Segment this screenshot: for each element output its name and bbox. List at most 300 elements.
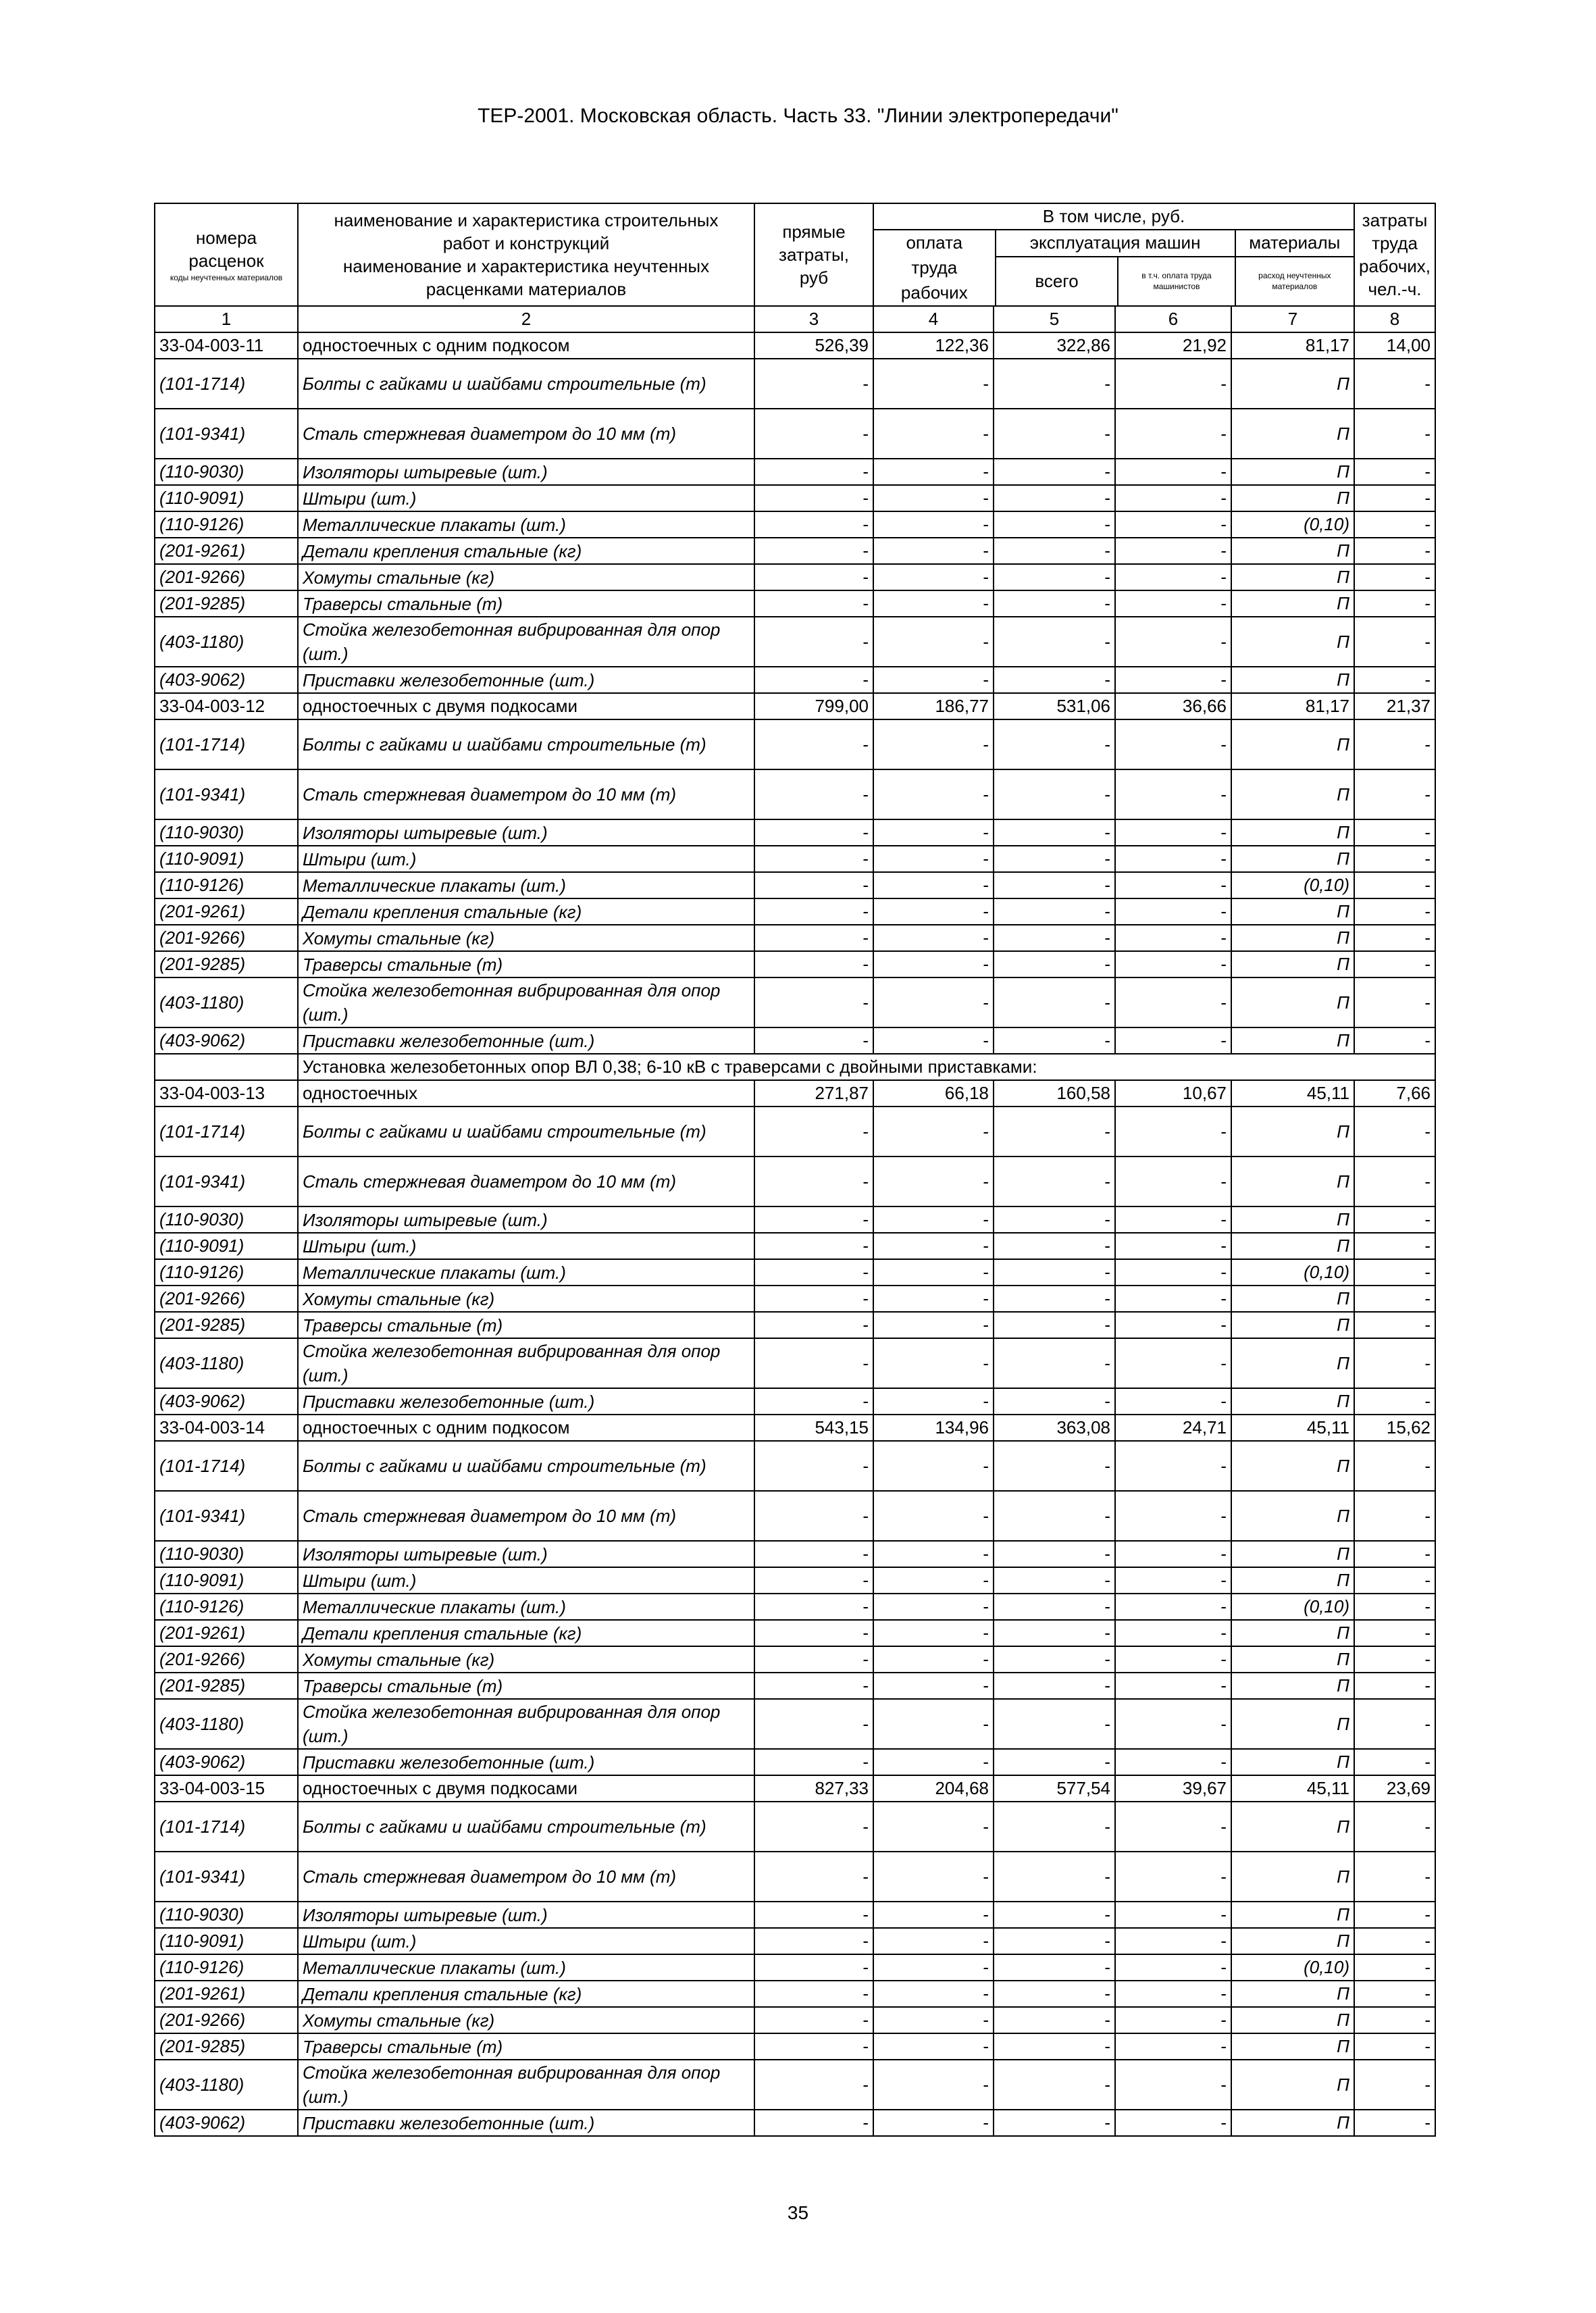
machines-total: - bbox=[994, 485, 1115, 511]
material-code: (201-9266) bbox=[155, 564, 298, 590]
material-row bbox=[155, 819, 1435, 846]
machines-total: - bbox=[994, 667, 1115, 693]
material-name: Изоляторы штыревые (шт.) bbox=[298, 459, 754, 485]
labor-hours: - bbox=[1354, 951, 1435, 977]
direct-costs: - bbox=[754, 538, 873, 564]
machinist-wages: 24,71 bbox=[1115, 1415, 1231, 1441]
material-row bbox=[155, 2060, 1435, 2110]
machinist-wages: - bbox=[1115, 1233, 1231, 1259]
labor-wages: - bbox=[873, 1673, 994, 1699]
machines-total: - bbox=[994, 1286, 1115, 1312]
direct-costs: - bbox=[754, 719, 873, 769]
labor-hours: - bbox=[1354, 1441, 1435, 1491]
material-row bbox=[155, 1852, 1435, 1902]
machines-total: - bbox=[994, 1620, 1115, 1646]
direct-costs: - bbox=[754, 769, 873, 819]
machinist-wages: - bbox=[1115, 846, 1231, 872]
direct-costs: - bbox=[754, 1027, 873, 1054]
machinist-wages: - bbox=[1115, 511, 1231, 538]
material-consumption: П bbox=[1231, 2060, 1354, 2110]
material-consumption: П bbox=[1231, 1620, 1354, 1646]
material-consumption: П bbox=[1231, 846, 1354, 872]
header-including bbox=[873, 203, 1354, 306]
direct-costs: - bbox=[754, 1156, 873, 1206]
material-name: Болты с гайками и шайбами строительные (т) bbox=[298, 719, 754, 769]
direct-costs: - bbox=[754, 819, 873, 846]
labor-hours: - bbox=[1354, 2110, 1435, 2136]
header-materials: материалы bbox=[1235, 230, 1354, 257]
labor-hours: - bbox=[1354, 617, 1435, 667]
header-code-materials: коды неучтенных материалов bbox=[170, 273, 283, 282]
material-code: (101-9341) bbox=[155, 1156, 298, 1206]
material-row bbox=[155, 1491, 1435, 1541]
material-name: Траверсы стальные (т) bbox=[298, 1673, 754, 1699]
direct-costs: - bbox=[754, 1567, 873, 1594]
machinist-wages: - bbox=[1115, 1852, 1231, 1902]
material-consumption: П bbox=[1231, 564, 1354, 590]
material-consumption: П bbox=[1231, 898, 1354, 925]
direct-costs: - bbox=[754, 564, 873, 590]
header-name-line1: наименование и характеристика строительных bbox=[334, 210, 719, 230]
labor-hours: - bbox=[1354, 719, 1435, 769]
machinist-wages: - bbox=[1115, 538, 1231, 564]
labor-hours: 7,66 bbox=[1354, 1080, 1435, 1107]
machinist-wages: - bbox=[1115, 1620, 1231, 1646]
material-code: (110-9126) bbox=[155, 1259, 298, 1286]
machinist-wages: - bbox=[1115, 872, 1231, 898]
machinist-wages: 21,92 bbox=[1115, 332, 1231, 359]
labor-hours: - bbox=[1354, 1954, 1435, 1981]
material-name: Изоляторы штыревые (шт.) bbox=[298, 1902, 754, 1928]
material-row bbox=[155, 1027, 1435, 1054]
material-code: (101-9341) bbox=[155, 1491, 298, 1541]
material-consumption: П bbox=[1231, 1646, 1354, 1673]
material-code: (403-1180) bbox=[155, 2060, 298, 2110]
material-code: (403-1180) bbox=[155, 617, 298, 667]
machines-total: - bbox=[994, 511, 1115, 538]
material-code: (101-1714) bbox=[155, 1107, 298, 1156]
labor-hours: - bbox=[1354, 1233, 1435, 1259]
labor-wages: - bbox=[873, 511, 994, 538]
labor-wages: - bbox=[873, 1312, 994, 1338]
material-row bbox=[155, 2007, 1435, 2033]
material-name: Детали крепления стальные (кг) bbox=[298, 1981, 754, 2007]
labor-hours: - bbox=[1354, 1749, 1435, 1775]
material-consumption: (0,10) bbox=[1231, 872, 1354, 898]
material-consumption: П bbox=[1231, 359, 1354, 409]
machinist-wages: - bbox=[1115, 1338, 1231, 1388]
header-labor-line2: труда bbox=[911, 257, 958, 278]
labor-hours: - bbox=[1354, 898, 1435, 925]
material-code: (201-9285) bbox=[155, 1673, 298, 1699]
direct-costs: - bbox=[754, 2060, 873, 2110]
machines-total: - bbox=[994, 1338, 1115, 1388]
labor-wages: - bbox=[873, 485, 994, 511]
material-consumption: П bbox=[1231, 2007, 1354, 2033]
header-including-title: В том числе, руб. bbox=[874, 204, 1354, 230]
labor-hours: - bbox=[1354, 977, 1435, 1027]
material-code: (201-9285) bbox=[155, 951, 298, 977]
direct-costs: - bbox=[754, 1646, 873, 1673]
material-consumption: (0,10) bbox=[1231, 1954, 1354, 1981]
labor-hours: - bbox=[1354, 1491, 1435, 1541]
material-name: Металлические плакаты (шт.) bbox=[298, 872, 754, 898]
labor-wages: - bbox=[873, 1954, 994, 1981]
labor-wages: - bbox=[873, 872, 994, 898]
machinist-wages: - bbox=[1115, 1027, 1231, 1054]
machines-total: 363,08 bbox=[994, 1415, 1115, 1441]
material-name: Приставки железобетонные (шт.) bbox=[298, 1388, 754, 1415]
machinist-wages: - bbox=[1115, 719, 1231, 769]
material-name: Приставки железобетонные (шт.) bbox=[298, 1749, 754, 1775]
labor-hours: - bbox=[1354, 1902, 1435, 1928]
material-consumption: П bbox=[1231, 1981, 1354, 2007]
material-code: (403-9062) bbox=[155, 1027, 298, 1054]
machinist-wages: - bbox=[1115, 590, 1231, 617]
labor-wages: - bbox=[873, 1156, 994, 1206]
material-name: Траверсы стальные (т) bbox=[298, 1312, 754, 1338]
labor-hours: - bbox=[1354, 1802, 1435, 1852]
material-name: Траверсы стальные (т) bbox=[298, 951, 754, 977]
labor-wages: - bbox=[873, 977, 994, 1027]
header-labor-hours bbox=[1354, 203, 1435, 306]
material-row bbox=[155, 2033, 1435, 2060]
labor-wages: - bbox=[873, 2007, 994, 2033]
material-name: Изоляторы штыревые (шт.) bbox=[298, 819, 754, 846]
direct-costs: - bbox=[754, 1749, 873, 1775]
material-name: Стойка железобетонная вибрированная для опор (шт.) bbox=[298, 977, 754, 1027]
material-consumption: П bbox=[1231, 1541, 1354, 1567]
material-row bbox=[155, 1338, 1435, 1388]
machinist-wages: - bbox=[1115, 1699, 1231, 1749]
material-consumption: П bbox=[1231, 617, 1354, 667]
labor-wages: - bbox=[873, 2110, 994, 2136]
labor-wages: 186,77 bbox=[873, 693, 994, 719]
material-consumption: П bbox=[1231, 1107, 1354, 1156]
labor-hours: - bbox=[1354, 511, 1435, 538]
material-consumption: П bbox=[1231, 1027, 1354, 1054]
header-name-line2: работ и конструкций bbox=[442, 233, 610, 253]
direct-costs: - bbox=[754, 409, 873, 459]
machines-total: 322,86 bbox=[994, 332, 1115, 359]
material-row bbox=[155, 485, 1435, 511]
labor-hours: - bbox=[1354, 769, 1435, 819]
rate-row bbox=[155, 1080, 1435, 1107]
material-row bbox=[155, 409, 1435, 459]
labor-hours: - bbox=[1354, 1646, 1435, 1673]
material-name: Детали крепления стальные (кг) bbox=[298, 538, 754, 564]
material-consumption: П bbox=[1231, 1567, 1354, 1594]
material-name: Штыри (шт.) bbox=[298, 1928, 754, 1954]
machinist-wages: - bbox=[1115, 1928, 1231, 1954]
material-consumption: П bbox=[1231, 1928, 1354, 1954]
header-machines: эксплуатация машин bbox=[996, 230, 1235, 257]
labor-wages: - bbox=[873, 846, 994, 872]
material-name: Металлические плакаты (шт.) bbox=[298, 1594, 754, 1620]
page-title: ТЕР-2001. Московская область. Часть 33. "Линии электропередачи" bbox=[478, 105, 1118, 127]
column-number: 3 bbox=[754, 306, 873, 332]
material-name: Болты с гайками и шайбами строительные (т) bbox=[298, 1107, 754, 1156]
material-code: (201-9285) bbox=[155, 590, 298, 617]
machinist-wages: - bbox=[1115, 409, 1231, 459]
material-row bbox=[155, 1981, 1435, 2007]
material-consumption: П bbox=[1231, 1852, 1354, 1902]
machines-total: - bbox=[994, 719, 1115, 769]
labor-hours: - bbox=[1354, 1928, 1435, 1954]
machines-total: - bbox=[994, 1156, 1115, 1206]
machines-total: - bbox=[994, 359, 1115, 409]
header-labor bbox=[874, 230, 996, 305]
material-consumption: П bbox=[1231, 1286, 1354, 1312]
material-code: (110-9091) bbox=[155, 485, 298, 511]
material-row bbox=[155, 1567, 1435, 1594]
direct-costs: - bbox=[754, 1673, 873, 1699]
material-consumption: (0,10) bbox=[1231, 1594, 1354, 1620]
direct-costs: - bbox=[754, 1441, 873, 1491]
labor-wages: - bbox=[873, 1286, 994, 1312]
direct-costs: - bbox=[754, 872, 873, 898]
labor-hours: - bbox=[1354, 359, 1435, 409]
labor-wages: - bbox=[873, 1567, 994, 1594]
machines-total: - bbox=[994, 2007, 1115, 2033]
material-consumption: П bbox=[1231, 1673, 1354, 1699]
labor-wages: - bbox=[873, 538, 994, 564]
labor-wages: 66,18 bbox=[873, 1080, 994, 1107]
labor-wages: - bbox=[873, 2033, 994, 2060]
header-hours-line3: рабочих, bbox=[1359, 256, 1431, 276]
rate-row bbox=[155, 1415, 1435, 1441]
direct-costs: - bbox=[754, 977, 873, 1027]
material-name: Хомуты стальные (кг) bbox=[298, 1646, 754, 1673]
material-code: (110-9091) bbox=[155, 1928, 298, 1954]
machines-total: - bbox=[994, 1928, 1115, 1954]
direct-costs: 827,33 bbox=[754, 1775, 873, 1802]
labor-wages: - bbox=[873, 1646, 994, 1673]
labor-hours: - bbox=[1354, 485, 1435, 511]
labor-wages: - bbox=[873, 359, 994, 409]
machines-total: - bbox=[994, 1312, 1115, 1338]
material-row bbox=[155, 511, 1435, 538]
labor-wages: - bbox=[873, 459, 994, 485]
machines-total: - bbox=[994, 1233, 1115, 1259]
direct-costs: - bbox=[754, 1541, 873, 1567]
material-code: (110-9126) bbox=[155, 872, 298, 898]
machinist-wages: - bbox=[1115, 951, 1231, 977]
material-consumption: П bbox=[1231, 409, 1354, 459]
machinist-wages: - bbox=[1115, 1312, 1231, 1338]
labor-hours: - bbox=[1354, 1673, 1435, 1699]
machinist-wages: - bbox=[1115, 1802, 1231, 1852]
labor-wages: - bbox=[873, 1620, 994, 1646]
material-consumption: П bbox=[1231, 667, 1354, 693]
material-code: (201-9285) bbox=[155, 2033, 298, 2060]
material-row bbox=[155, 1259, 1435, 1286]
material-row bbox=[155, 617, 1435, 667]
direct-costs: - bbox=[754, 925, 873, 951]
machinist-wages: 39,67 bbox=[1115, 1775, 1231, 1802]
material-row bbox=[155, 1646, 1435, 1673]
material-name: Хомуты стальные (кг) bbox=[298, 1286, 754, 1312]
labor-hours: - bbox=[1354, 819, 1435, 846]
labor-hours: - bbox=[1354, 590, 1435, 617]
rate-code: 33-04-003-15 bbox=[155, 1775, 298, 1802]
header-code-line2: расценок bbox=[188, 251, 264, 271]
material-row bbox=[155, 1802, 1435, 1852]
material-name: Хомуты стальные (кг) bbox=[298, 564, 754, 590]
material-row bbox=[155, 2110, 1435, 2136]
material-consumption: П bbox=[1231, 485, 1354, 511]
labor-hours: - bbox=[1354, 459, 1435, 485]
machinist-wages: - bbox=[1115, 2110, 1231, 2136]
column-number: 7 bbox=[1231, 306, 1354, 332]
material-consumption: П bbox=[1231, 590, 1354, 617]
machines-total: - bbox=[994, 2110, 1115, 2136]
material-code: (403-9062) bbox=[155, 1388, 298, 1415]
machines-total: - bbox=[994, 819, 1115, 846]
material-name: Штыри (шт.) bbox=[298, 1233, 754, 1259]
header-direct-line1: прямые bbox=[782, 222, 846, 242]
machinist-wages: - bbox=[1115, 1594, 1231, 1620]
machines-total: 160,58 bbox=[994, 1080, 1115, 1107]
labor-wages: - bbox=[873, 1852, 994, 1902]
column-number: 2 bbox=[298, 306, 754, 332]
labor-wages: - bbox=[873, 925, 994, 951]
labor-wages: 122,36 bbox=[873, 332, 994, 359]
direct-costs: - bbox=[754, 667, 873, 693]
labor-hours: - bbox=[1354, 1107, 1435, 1156]
labor-hours: - bbox=[1354, 1156, 1435, 1206]
material-code: (101-9341) bbox=[155, 409, 298, 459]
material-consumption: (0,10) bbox=[1231, 1259, 1354, 1286]
material-row bbox=[155, 564, 1435, 590]
direct-costs: - bbox=[754, 1594, 873, 1620]
material-consumption: П bbox=[1231, 977, 1354, 1027]
rate-code: 33-04-003-13 bbox=[155, 1080, 298, 1107]
direct-costs: - bbox=[754, 1928, 873, 1954]
material-row bbox=[155, 1312, 1435, 1338]
material-name: Металлические плакаты (шт.) bbox=[298, 1259, 754, 1286]
material-consumption: П bbox=[1231, 1491, 1354, 1541]
material-code: (403-1180) bbox=[155, 1699, 298, 1749]
machines-total: - bbox=[994, 1699, 1115, 1749]
machines-total: - bbox=[994, 538, 1115, 564]
material-row bbox=[155, 1699, 1435, 1749]
material-name: Металлические плакаты (шт.) bbox=[298, 1954, 754, 1981]
material-code: (110-9126) bbox=[155, 511, 298, 538]
machinist-wages: - bbox=[1115, 2007, 1231, 2033]
machinist-wages: 36,66 bbox=[1115, 693, 1231, 719]
material-consumption: П bbox=[1231, 538, 1354, 564]
material-name: Штыри (шт.) bbox=[298, 485, 754, 511]
labor-wages: - bbox=[873, 819, 994, 846]
material-row bbox=[155, 1156, 1435, 1206]
material-code: (101-1714) bbox=[155, 1441, 298, 1491]
material-consumption: П bbox=[1231, 951, 1354, 977]
material-consumption: П bbox=[1231, 1312, 1354, 1338]
labor-wages: 134,96 bbox=[873, 1415, 994, 1441]
material-name: Болты с гайками и шайбами строительные (т) bbox=[298, 1441, 754, 1491]
labor-hours: - bbox=[1354, 2033, 1435, 2060]
labor-hours: - bbox=[1354, 1541, 1435, 1567]
material-consumption: (0,10) bbox=[1231, 511, 1354, 538]
machines-total: - bbox=[994, 1954, 1115, 1981]
material-name: Сталь стержневая диаметром до 10 мм (т) bbox=[298, 769, 754, 819]
machines-total: - bbox=[994, 1852, 1115, 1902]
material-row bbox=[155, 977, 1435, 1027]
column-number: 8 bbox=[1354, 306, 1435, 332]
material-row bbox=[155, 1233, 1435, 1259]
rates-body bbox=[155, 332, 1435, 2136]
direct-costs: - bbox=[754, 1902, 873, 1928]
material-name: Приставки железобетонные (шт.) bbox=[298, 1027, 754, 1054]
machines-total: - bbox=[994, 1388, 1115, 1415]
rates-table bbox=[154, 203, 1436, 2137]
labor-wages: - bbox=[873, 1441, 994, 1491]
machinist-wages: - bbox=[1115, 485, 1231, 511]
machines-total: - bbox=[994, 951, 1115, 977]
machinist-wages: - bbox=[1115, 564, 1231, 590]
machinist-wages: - bbox=[1115, 359, 1231, 409]
material-row bbox=[155, 1620, 1435, 1646]
direct-costs: - bbox=[754, 2007, 873, 2033]
machines-total: - bbox=[994, 1673, 1115, 1699]
machines-total: - bbox=[994, 1594, 1115, 1620]
machines-total: - bbox=[994, 2060, 1115, 2110]
material-code: (110-9091) bbox=[155, 1233, 298, 1259]
material-name: Штыри (шт.) bbox=[298, 846, 754, 872]
direct-costs: - bbox=[754, 1233, 873, 1259]
material-code: (201-9261) bbox=[155, 1981, 298, 2007]
material-name: Траверсы стальные (т) bbox=[298, 590, 754, 617]
material-name: Сталь стержневая диаметром до 10 мм (т) bbox=[298, 1491, 754, 1541]
material-code: (110-9030) bbox=[155, 1541, 298, 1567]
labor-hours: - bbox=[1354, 1981, 1435, 2007]
material-code: (403-1180) bbox=[155, 977, 298, 1027]
labor-wages: - bbox=[873, 719, 994, 769]
labor-wages: - bbox=[873, 1802, 994, 1852]
material-code: (403-1180) bbox=[155, 1338, 298, 1388]
material-consumption: П bbox=[1231, 1749, 1354, 1775]
material-row bbox=[155, 359, 1435, 409]
machines-total: - bbox=[994, 1107, 1115, 1156]
material-name: Изоляторы штыревые (шт.) bbox=[298, 1541, 754, 1567]
direct-costs: - bbox=[754, 2033, 873, 2060]
material-name: Детали крепления стальные (кг) bbox=[298, 1620, 754, 1646]
material-code: (110-9030) bbox=[155, 1902, 298, 1928]
material-consumption: П bbox=[1231, 719, 1354, 769]
rate-name: одностоечных bbox=[298, 1080, 754, 1107]
material-code: (201-9266) bbox=[155, 2007, 298, 2033]
section-heading-spacer bbox=[155, 1054, 298, 1080]
column-number: 1 bbox=[155, 306, 298, 332]
labor-wages: - bbox=[873, 951, 994, 977]
machines-total: - bbox=[994, 1259, 1115, 1286]
labor-hours: - bbox=[1354, 2060, 1435, 2110]
labor-wages: - bbox=[873, 1928, 994, 1954]
header-name bbox=[298, 203, 754, 306]
direct-costs: - bbox=[754, 1286, 873, 1312]
header-machines-total: всего bbox=[996, 257, 1118, 305]
machinist-wages: - bbox=[1115, 1954, 1231, 1981]
labor-wages: - bbox=[873, 1027, 994, 1054]
material-name: Сталь стержневая диаметром до 10 мм (т) bbox=[298, 1156, 754, 1206]
labor-wages: - bbox=[873, 1699, 994, 1749]
labor-hours: - bbox=[1354, 2007, 1435, 2033]
machines-total: - bbox=[994, 2033, 1115, 2060]
rate-name: одностоечных с одним подкосом bbox=[298, 332, 754, 359]
machinist-wages: - bbox=[1115, 819, 1231, 846]
material-name: Хомуты стальные (кг) bbox=[298, 2007, 754, 2033]
